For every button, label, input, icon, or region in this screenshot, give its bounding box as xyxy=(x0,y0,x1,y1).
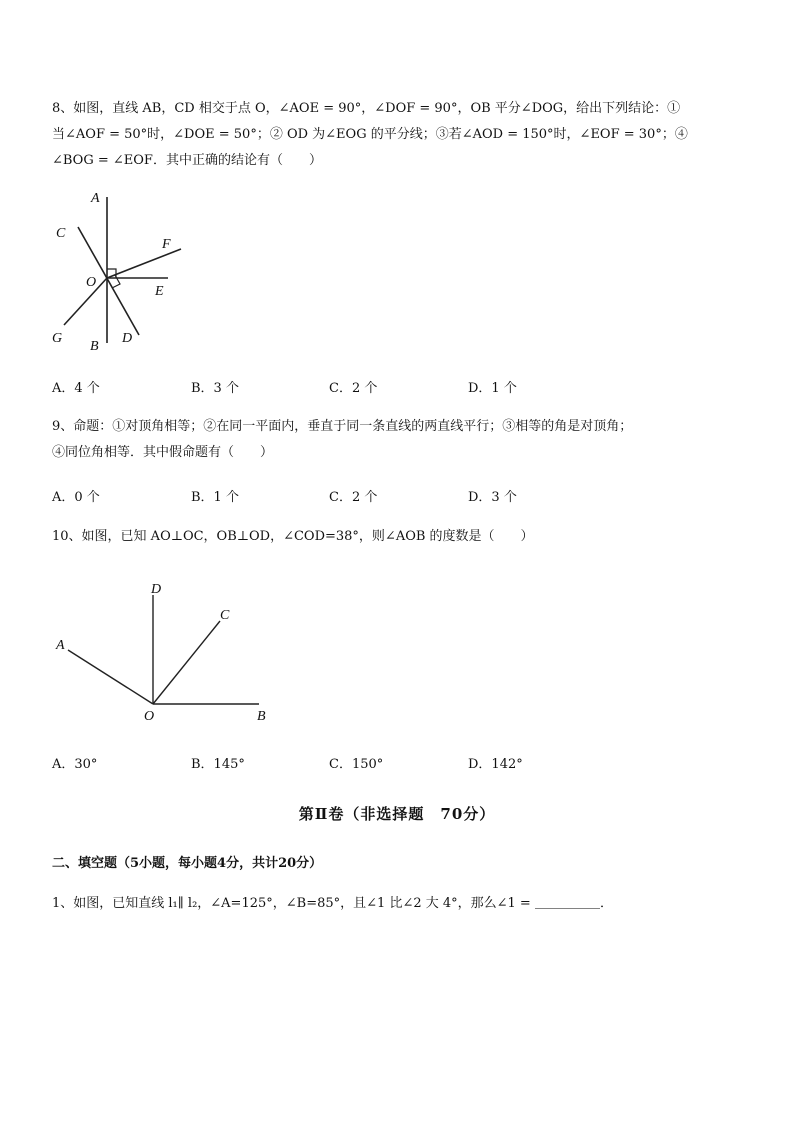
q8-label-O: O xyxy=(86,275,97,290)
q8-option-d[interactable]: D．1 个 xyxy=(468,381,517,396)
q8-figure xyxy=(40,185,200,360)
q10-label-O: O xyxy=(144,709,155,724)
q8-option-a[interactable]: A．4 个 xyxy=(52,381,100,396)
q10-label-A: A xyxy=(56,638,65,653)
q8-label-A: A xyxy=(91,191,100,206)
q10-label-B: B xyxy=(257,709,266,724)
q8-option-b[interactable]: B．3 个 xyxy=(191,381,239,396)
q8-text-line2: 当∠AOF = 50°时，∠DOE = 50°；② OD 为∠EOG 的平分线；③若∠AOD = 150°时，∠EOF = 30°；④ xyxy=(52,127,688,142)
q10-ray-OC xyxy=(153,621,220,704)
q8-text-line1: 8、如图，直线 AB，CD 相交于点 O，∠AOE = 90°，∠DOF = 90°，OB 平分∠DOG，给出下列结论：① xyxy=(52,101,681,116)
section-heading: 二、填空题（5小题，每小题4分，共计20分） xyxy=(52,856,323,871)
q10-option-b[interactable]: B．145° xyxy=(191,757,245,772)
q9-text-line2: ④同位角相等．其中假命题有（ ） xyxy=(52,445,274,460)
q8-label-F: F xyxy=(162,237,171,252)
q10-figure xyxy=(40,575,280,725)
q9-text-line1: 9、命题：①对顶角相等；②在同一平面内，垂直于同一条直线的两直线平行；③相等的角是对顶角； xyxy=(52,419,633,434)
q9-options xyxy=(52,486,612,504)
q8-label-B: B xyxy=(90,339,99,354)
q8-ray-OF xyxy=(107,249,181,278)
q8-label-D: D xyxy=(122,331,133,346)
q10-label-C: C xyxy=(220,608,230,623)
q9-option-a[interactable]: A．0 个 xyxy=(52,490,100,505)
q8-label-E: E xyxy=(155,284,164,299)
q10-text-line1: 10、如图，已知 AO⊥OC，OB⊥OD，∠COD=38°，则∠AOB 的度数是（ ） xyxy=(52,529,534,544)
q8-label-C: C xyxy=(56,226,66,241)
section-title: 第Ⅱ卷（非选择题 70分） xyxy=(298,805,496,823)
q9-option-b[interactable]: B．1 个 xyxy=(191,490,239,505)
q8-text-line3: ∠BOG = ∠EOF．其中正确的结论有（ ） xyxy=(52,153,322,168)
q9-option-d[interactable]: D．3 个 xyxy=(468,490,517,505)
q10-ray-OA xyxy=(68,650,153,704)
fill1-text-line1: 1、如图，已知直线 l₁∥ l₂，∠A=125°，∠B=85°，且∠1 比∠2 大 4°，那么∠1 = ＿＿＿＿＿． xyxy=(52,896,613,911)
q8-label-G: G xyxy=(52,331,63,346)
q10-option-c[interactable]: C．150° xyxy=(329,757,384,772)
q8-right-angle-DOF xyxy=(112,275,120,288)
q9-option-c[interactable]: C．2 个 xyxy=(329,490,378,505)
q10-label-D: D xyxy=(151,582,162,597)
q10-options xyxy=(52,753,612,771)
q10-option-a[interactable]: A．30° xyxy=(52,757,98,772)
q8-options xyxy=(52,377,612,395)
q8-option-c[interactable]: C．2 个 xyxy=(329,381,378,396)
q10-option-d[interactable]: D．142° xyxy=(468,757,523,772)
